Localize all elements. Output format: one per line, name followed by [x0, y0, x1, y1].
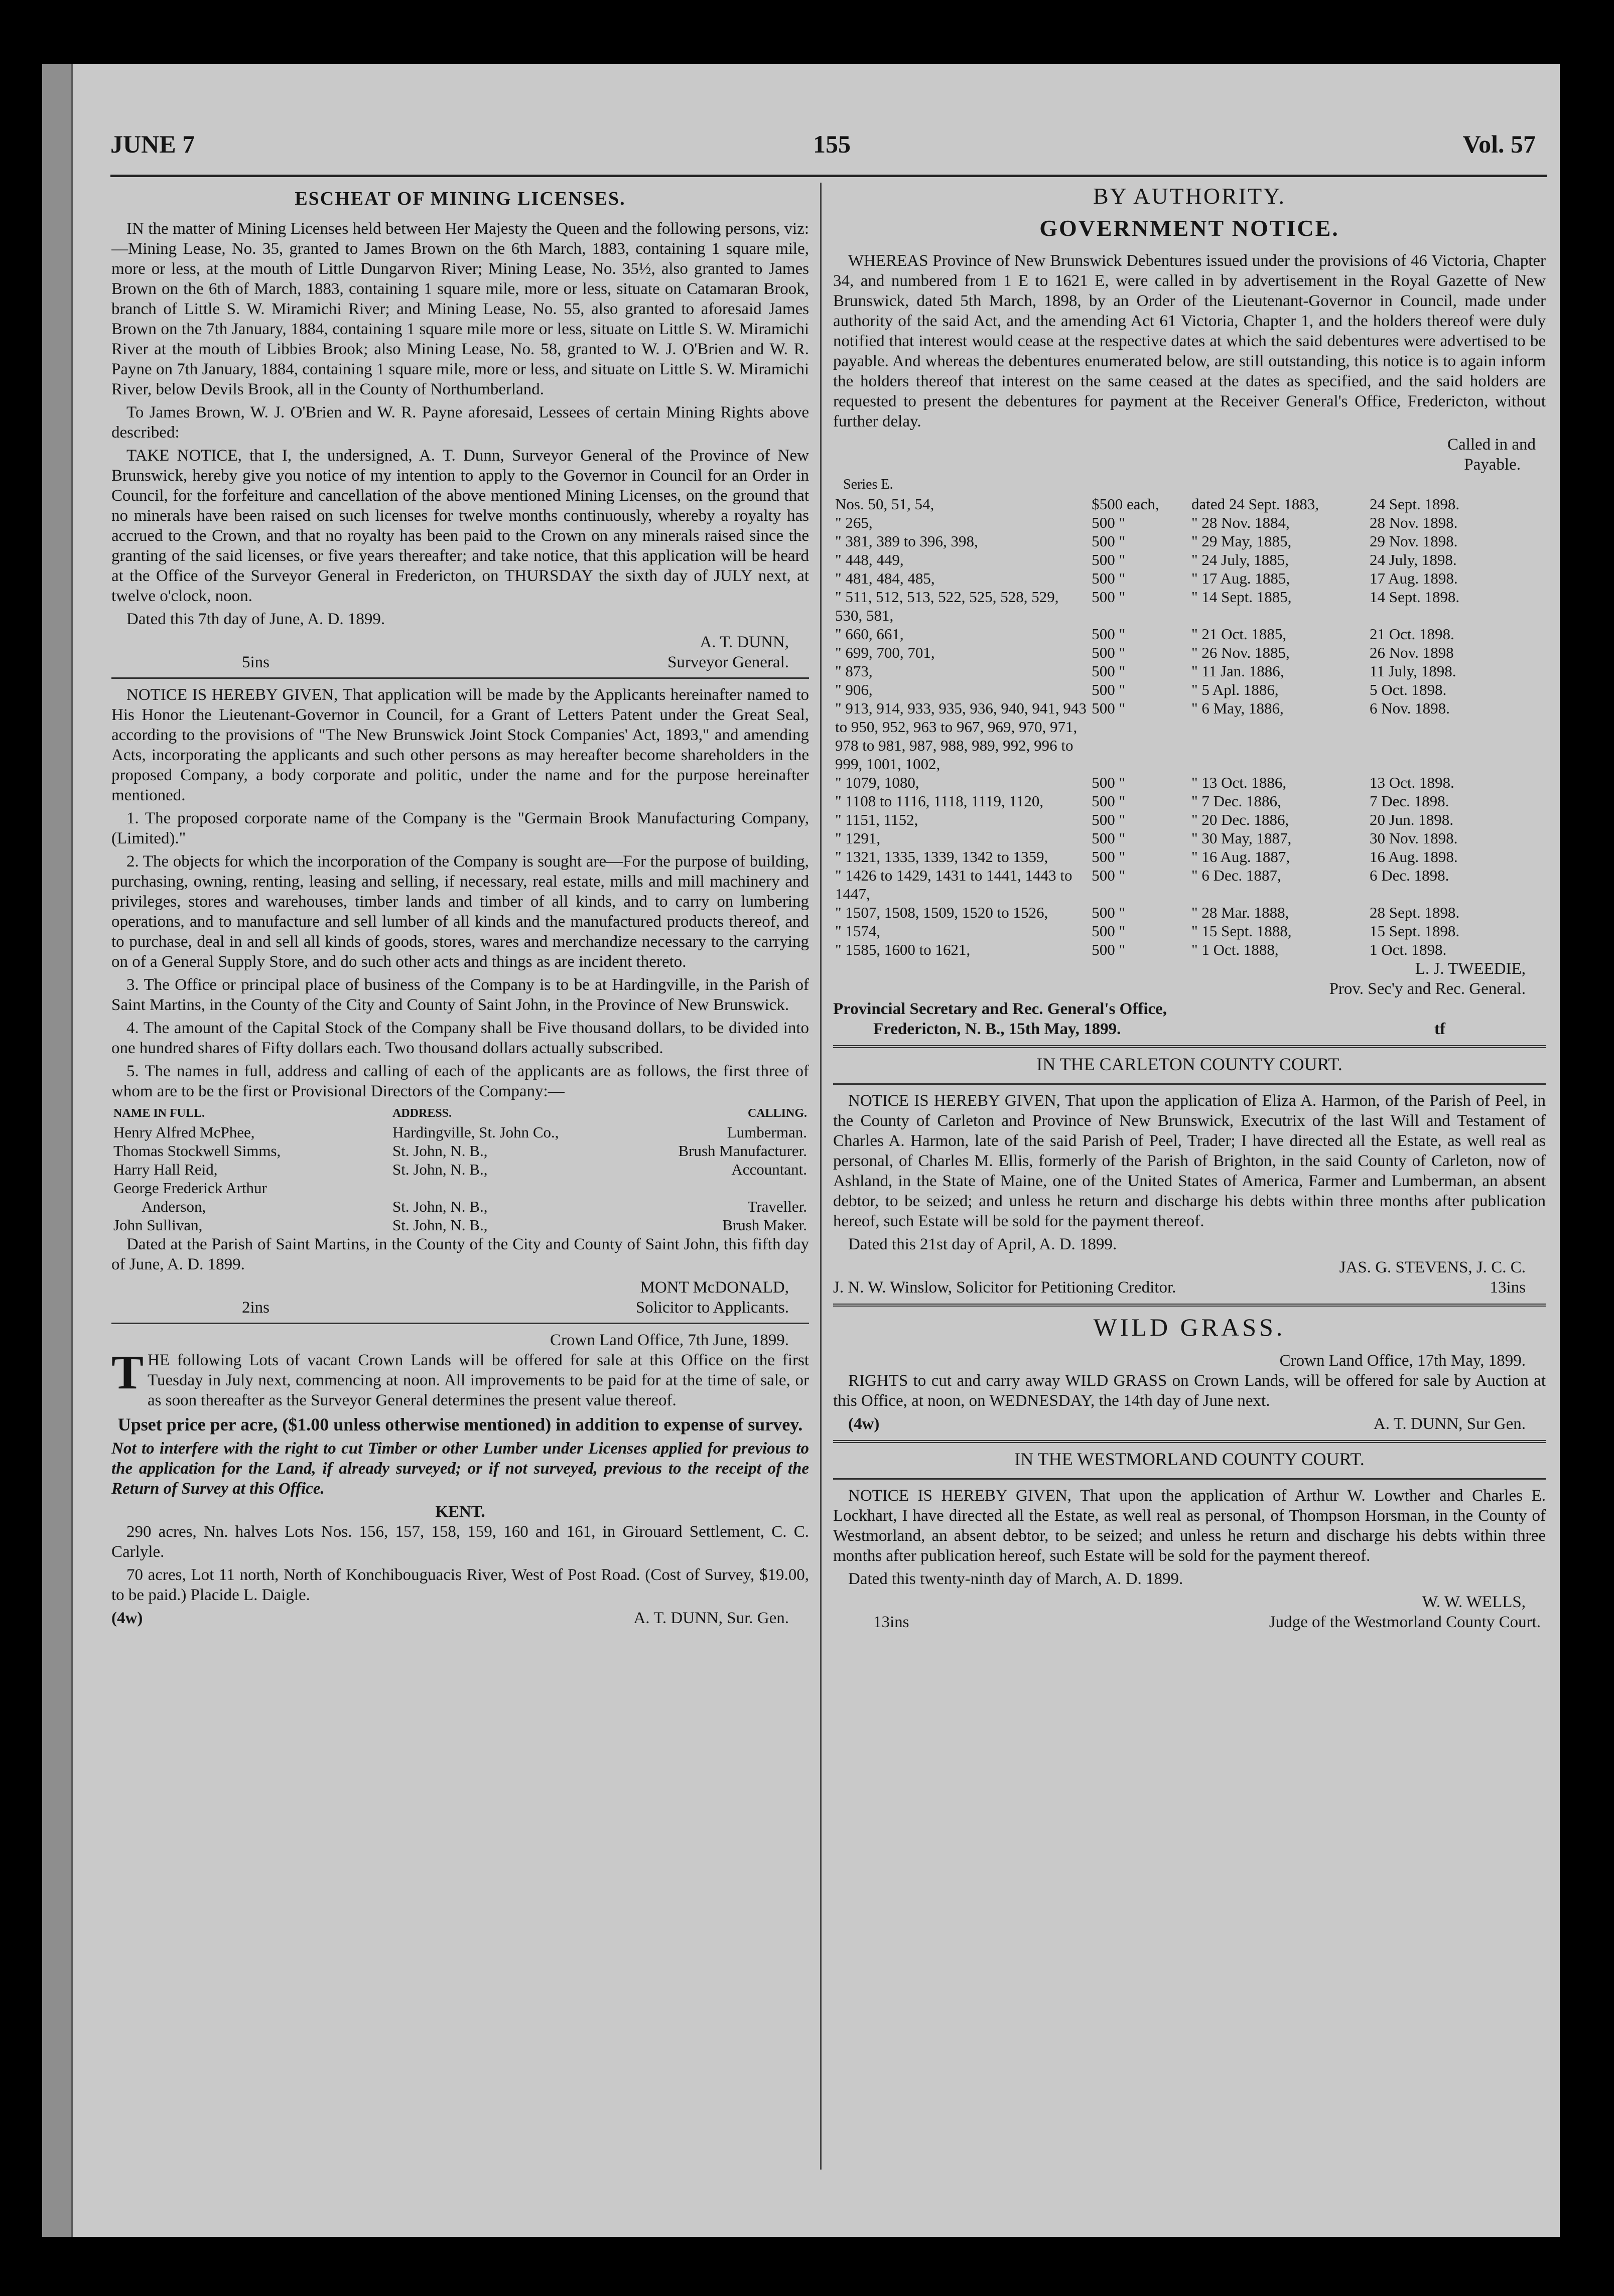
table-row: [833, 643, 1546, 662]
carleton-paragraph: NOTICE IS HEREBY GIVEN, That upon the application of Eliza A. Harmon, of the Parish of Peel, in the County of Carleton and Province of New Brunswick, Executrix of the last Will and Testament of Charles A. Harmon, late of the said Parish of Peel, Trader; I have directed all the Estate, as well real as personal, of Charles M. Ellis, formerly of the Parish of Brighton, in the said County of Carleton, now of Ashland, in the State of Maine, one of the United States of America, Farmer and Lumberman, an absent debtor, to be seized; and unless he return and discharge his debts within three months after publication hereof, such Estate will be sold for the payment thereof.: [833, 1092, 1546, 1230]
debenture-amt: 500 ": [1092, 922, 1126, 940]
escheat-title: ESCHEAT OF MINING LICENSES.: [295, 188, 626, 209]
table-row: [111, 1179, 809, 1197]
debenture-dated: " 5 Apl. 1886,: [1191, 681, 1279, 698]
table-row: [111, 1216, 809, 1234]
carleton-ins: 13ins: [1490, 1278, 1526, 1297]
lot-1: 290 acres, Nn. halves Lots Nos. 156, 157, 158, 159, 160 and 161, in Girouard Settlement, C. C. Carlyle.: [111, 1523, 809, 1561]
government-notice: [833, 183, 1546, 1039]
debenture-dated: " 30 May, 1887,: [1191, 829, 1292, 847]
head-calling: CALLING.: [747, 1107, 807, 1120]
debenture-dated: " 26 Nov. 1885,: [1191, 644, 1290, 661]
carleton-dated: Dated this 21st day of April, A. D. 1899.: [848, 1235, 1117, 1253]
applicant-calling: Brush Maker.: [722, 1216, 807, 1234]
company-notice: [111, 685, 809, 1318]
section-rule: [833, 1304, 1546, 1307]
debenture-called: 17 Aug. 1898.: [1369, 569, 1458, 587]
newspaper-page: [42, 64, 1560, 2237]
debenture-called: 28 Nov. 1898.: [1369, 514, 1458, 531]
debenture-nos: " 265,: [835, 514, 873, 531]
header-page-number: 155: [813, 130, 851, 158]
company-item-3: 3. The Office or principal place of business of the Company is to be at Hardingville, in the Parish of Saint Martins, in the County of the City and County of Saint John, in the Province of New Brunswick.: [111, 976, 809, 1014]
debenture-nos: " 906,: [835, 681, 873, 698]
table-row: [833, 569, 1546, 588]
government-tf: tf: [1434, 1020, 1445, 1038]
applicant-calling: Lumberman.: [727, 1123, 807, 1141]
wild-grass-paragraph: RIGHTS to cut and carry away WILD GRASS on Crown Lands, will be offered for sale by Auction at this Office, at noon, on WEDNESDAY, the 14th day of June next.: [833, 1372, 1546, 1410]
applicant-address: St. John, N. B.,: [392, 1142, 488, 1160]
county-kent: KENT.: [435, 1503, 485, 1521]
debenture-amt: 500 ": [1092, 625, 1126, 643]
westmorland-ins: 13ins: [873, 1613, 909, 1631]
table-row: [833, 847, 1546, 866]
debenture-nos: " 913, 914, 933, 935, 936, 940, 941, 943 to 950, 952, 963 to 967, 969, 970, 971, 978 to 981, 987, 988, 989, 992, 996 to 999, 1001, 1002,: [835, 699, 1087, 773]
debenture-nos: " 1151, 1152,: [835, 811, 918, 828]
table-row: [833, 773, 1546, 792]
debenture-nos: " 1585, 1600 to 1621,: [835, 941, 971, 958]
head-name: NAME IN FULL.: [113, 1107, 205, 1120]
escheat-paragraph-3: TAKE NOTICE, that I, the undersigned, A. T. Dunn, Surveyor General of the Province of New Brunswick, hereby give you notice of my intention to apply to the Governor in Council for an Order in Council, for the forfeiture and cancellation of the above mentioned Mining Licenses, on the ground that no minerals have been raised on such licenses for twelve months continuously, whereby a royalty has accrued to the Crown, and that no royalty has been paid to the Crown on any minerals raised since the granting of the said licenses, or five years thereafter; and take notice, that this application will be heard at the Office of the Surveyor General in Fredericton, on THURSDAY the sixth day of JULY next, at twelve o'clock, noon.: [111, 447, 809, 605]
debenture-dated: " 13 Oct. 1886,: [1191, 774, 1287, 791]
dropcap: T: [111, 1345, 144, 1399]
debenture-called: 24 July, 1898.: [1369, 551, 1457, 568]
series-label: Series E.: [843, 477, 893, 492]
section-rule: [111, 677, 809, 679]
carleton-notice: [833, 1054, 1546, 1298]
applicant-calling: [600, 1179, 809, 1197]
debenture-amt: 500 ": [1092, 848, 1126, 866]
wild-grass-ins: (4w): [848, 1415, 880, 1433]
government-signer-title: Prov. Sec'y and Rec. General.: [1329, 980, 1526, 998]
applicant-calling: Accountant.: [731, 1161, 807, 1178]
carleton-solicitor: J. N. W. Winslow, Solicitor for Petitioning Creditor.: [833, 1278, 1176, 1297]
called-in-label: Called in and: [1447, 436, 1536, 454]
table-row: [111, 1123, 809, 1141]
table-row: [833, 680, 1546, 699]
escheat-signer: A. T. DUNN,: [700, 633, 789, 651]
table-row: [833, 532, 1546, 550]
debenture-nos: " 1574,: [835, 922, 881, 940]
table-row: [833, 903, 1546, 922]
debenture-amt: 500 ": [1092, 774, 1126, 791]
applicant-name: Anderson,: [142, 1198, 206, 1215]
escheat-signer-title: Surveyor General.: [667, 653, 789, 671]
escheat-dated: Dated this 7th day of June, A. D. 1899.: [126, 610, 385, 628]
header-rule: [110, 175, 1547, 177]
applicant-name: Thomas Stockwell Simms,: [113, 1142, 281, 1160]
crown-land-office: Crown Land Office, 7th June, 1899.: [550, 1331, 789, 1349]
header-date: JUNE 7: [110, 130, 195, 158]
escheat-ins: 5ins: [242, 653, 270, 671]
debenture-called: 7 Dec. 1898.: [1369, 792, 1449, 810]
debenture-amt: 500 ": [1092, 867, 1126, 884]
wild-grass-office: Crown Land Office, 17th May, 1899.: [1279, 1352, 1526, 1370]
table-row: [833, 550, 1546, 569]
debenture-called: 28 Sept. 1898.: [1369, 904, 1460, 921]
table-row: [833, 810, 1546, 829]
westmorland-signer: W. W. WELLS,: [1422, 1593, 1526, 1611]
debenture-dated: " 15 Sept. 1888,: [1191, 922, 1292, 940]
applicant-name: John Sullivan,: [113, 1216, 203, 1234]
right-column: [833, 183, 1546, 2180]
debenture-amt: 500 ": [1092, 941, 1126, 958]
company-item-4: 4. The amount of the Capital Stock of the Company shall be Five thousand dollars, to be divided into one hundred shares of Fifty dollars each. Two thousand dollars actually subscribed.: [111, 1019, 809, 1057]
government-place-date: Fredericton, N. B., 15th May, 1899.: [873, 1020, 1121, 1038]
debenture-amt: 500 ": [1092, 811, 1126, 828]
applicant-address: [390, 1179, 600, 1197]
debenture-called: 20 Jun. 1898.: [1369, 811, 1454, 828]
debenture-dated: " 6 May, 1886,: [1191, 699, 1284, 717]
section-rule: [833, 1440, 1546, 1443]
applicant-address: St. John, N. B.,: [392, 1198, 488, 1215]
crown-land-ins: (4w): [111, 1609, 143, 1627]
section-rule: [111, 1323, 809, 1324]
page-content: [80, 64, 1556, 2237]
debenture-called: 5 Oct. 1898.: [1369, 681, 1447, 698]
debenture-nos: " 1108 to 1116, 1118, 1119, 1120,: [835, 792, 1044, 810]
escheat-paragraph-1: IN the matter of Mining Licenses held between Her Majesty the Queen and the following persons, viz:—Mining Lease, No. 35, granted to James Brown on the 6th March, 1883, containing 1 square mile, more or less, at the mouth of Little Dungarvon River; Mining Lease, No. 35½, also granted to James Brown on the 6th of March, 1883, containing 1 square mile, more or less, situate on Catamaran Brook, branch of Little S. W. Miramichi River; and Mining Lease, No. 55, also granted to aforesaid James Brown on the 7th January, 1884, containing 1 square mile more or less, situate on Little S. W. Miramichi River at the mouth of Libbies Brook; also Mining Lease, No. 58, granted to W. J. O'Brien and W. R. Payne on 7th January, 1884, containing 1 square mile, more or less, and situate on Little S. W. Miramichi River, below Devils Brook, all in the County of Northumberland.: [111, 220, 809, 398]
debenture-nos: " 699, 700, 701,: [835, 644, 935, 661]
debenture-called: 6 Nov. 1898.: [1369, 699, 1450, 717]
debenture-called: 16 Aug. 1898.: [1369, 848, 1458, 866]
debenture-dated: " 20 Dec. 1886,: [1191, 811, 1289, 828]
crown-land-paragraph: HE following Lots of vacant Crown Lands will be offered for sale at this Office on the first Tuesday in July next, commencing at noon. All improvements to be paid for at the time of sale, or as soon thereafter as the Surveyor General determines the present value thereof.: [148, 1351, 809, 1409]
company-item-5: 5. The names in full, address and calling of each of the applicants are as follows, the first three of whom are to be the first or Provisional Directors of the Company:—: [111, 1062, 809, 1100]
debenture-called: 14 Sept. 1898.: [1369, 588, 1460, 606]
table-row: [833, 829, 1546, 847]
table-row: [833, 792, 1546, 810]
debenture-dated: " 7 Dec. 1886,: [1191, 792, 1281, 810]
debenture-called: 26 Nov. 1898: [1369, 644, 1454, 661]
wild-grass-notice: [833, 1313, 1546, 1434]
debenture-amt: 500 ": [1092, 681, 1126, 698]
debenture-dated: " 6 Dec. 1887,: [1191, 867, 1281, 884]
debenture-nos: " 660, 661,: [835, 625, 904, 643]
debenture-called: 30 Nov. 1898.: [1369, 829, 1458, 847]
lot-2: 70 acres, Lot 11 north, North of Konchibouguacis River, West of Post Road. (Cost of Survey, $19.00, to be paid.) Placide L. Daigle.: [111, 1566, 809, 1604]
westmorland-paragraph: NOTICE IS HEREBY GIVEN, That upon the application of Arthur W. Lowther and Charles E. Lockhart, I have directed all the Estate, as well real as personal, of Thompson Horsman, in the County of Westmorland, an absent debtor, to be seized; and unless he return and discharge his debts within three months after publication hereof, such Estate will be sold for the payment thereof.: [833, 1487, 1546, 1565]
company-item-2: 2. The objects for which the incorporation of the Company is sought are—For the purpose of building, purchasing, owning, renting, leasing and selling, if necessary, real estate, mills and mill machinery and privileges, stores and warehouses, timber lands and timber of all kinds, and to carry on lumbering operations, and to manufacture and sell lumber of all kinds and the manufactured products thereof, and to purchase, deal in and sell all kinds of goods, stores, wares and merchandize necessary to the carrying on of a General Supply Store, and do such other acts and things as are incident thereto.: [111, 852, 809, 971]
applicant-address: St. John, N. B.,: [392, 1216, 488, 1234]
westmorland-signer-title: Judge of the Westmorland County Court.: [1269, 1613, 1541, 1631]
company-paragraph-1: NOTICE IS HEREBY GIVEN, That application will be made by the Applicants hereinafter named to His Honor the Lieutenant-Governor in Council, for a Grant of Letters Patent under the Great Seal, according to the provisions of "The New Brunswick Joint Stock Companies' Act, 1893," and amending Acts, incorporating the applicants and such other persons as may hereafter become shareholders in the proposed Company, a body corporate and politic, under the name and for the purpose hereinafter mentioned.: [111, 686, 809, 804]
debenture-nos: " 381, 389 to 396, 398,: [835, 532, 978, 550]
company-ins: 2ins: [242, 1299, 270, 1317]
debenture-nos: " 511, 512, 513, 522, 525, 528, 529, 530, 581,: [835, 588, 1059, 624]
debenture-called: 11 July, 1898.: [1369, 662, 1456, 680]
section-rule: [833, 1083, 1546, 1085]
debenture-amt: 500 ": [1092, 644, 1126, 661]
timber-note: Not to interfere with the right to cut Timber or other Lumber under Licenses applied for previous to the application for the Land, if already surveyed; or if not surveyed, previous to the receipt of the Return of Survey at this Office.: [111, 1440, 809, 1498]
table-row: [111, 1141, 809, 1160]
escheat-notice: [111, 188, 809, 672]
debenture-dated: dated 24 Sept. 1883,: [1191, 495, 1319, 513]
table-row: [833, 922, 1546, 940]
applicant-calling: Traveller.: [747, 1198, 807, 1215]
debenture-amt: 500 ": [1092, 699, 1126, 717]
debenture-nos: " 873,: [835, 662, 873, 680]
head-address: ADDRESS.: [392, 1107, 452, 1120]
debenture-nos: " 481, 484, 485,: [835, 569, 935, 587]
table-row: [833, 940, 1546, 959]
debenture-amt: 500 ": [1092, 569, 1126, 587]
payable-label: Payable.: [1464, 456, 1521, 474]
government-notice-title: GOVERNMENT NOTICE.: [1039, 215, 1339, 241]
debenture-dated: " 16 Aug. 1887,: [1191, 848, 1290, 866]
applicant-name: Harry Hall Reid,: [113, 1161, 218, 1178]
table-row: [833, 513, 1546, 532]
debenture-nos: " 1079, 1080,: [835, 774, 919, 791]
table-row: [833, 699, 1546, 773]
debenture-amt: $500 each,: [1092, 495, 1159, 513]
debenture-amt: 500 ": [1092, 532, 1126, 550]
table-row: [833, 662, 1546, 680]
government-signer: L. J. TWEEDIE,: [1415, 960, 1526, 978]
debenture-amt: 500 ": [1092, 662, 1126, 680]
debenture-amt: 500 ": [1092, 904, 1126, 921]
debenture-called: 15 Sept. 1898.: [1369, 922, 1460, 940]
debenture-called: 1 Oct. 1898.: [1369, 941, 1447, 958]
debenture-nos: " 1507, 1508, 1509, 1520 to 1526,: [835, 904, 1048, 921]
debenture-nos: " 1426 to 1429, 1431 to 1441, 1443 to 1447,: [835, 867, 1072, 903]
debenture-called: 13 Oct. 1898.: [1369, 774, 1454, 791]
section-rule: [833, 1478, 1546, 1480]
company-signer: MONT McDONALD,: [640, 1278, 789, 1297]
debenture-dated: " 29 May, 1885,: [1191, 532, 1292, 550]
applicant-name: George Frederick Arthur: [113, 1179, 267, 1197]
table-row: [111, 1160, 809, 1179]
header-volume: Vol. 57: [1462, 130, 1536, 158]
left-column: [111, 183, 809, 2180]
debenture-dated: " 11 Jan. 1886,: [1191, 662, 1284, 680]
debenture-nos: " 448, 449,: [835, 551, 904, 568]
table-row: [833, 625, 1546, 643]
debenture-dated: " 21 Oct. 1885,: [1191, 625, 1287, 643]
debenture-nos: " 1321, 1335, 1339, 1342 to 1359,: [835, 848, 1048, 866]
debenture-dated: " 1 Oct. 1888,: [1191, 941, 1279, 958]
debenture-amt: 500 ": [1092, 551, 1126, 568]
government-paragraph: WHEREAS Province of New Brunswick Debentures issued under the provisions of 46 Victoria, Chapter 34, and numbered from 1 E to 1621 E, were called in by advertisement in the Royal Gazette of New Brunswick, dated 5th March, 1898, by an Order of the Lieutenant-Governor in Council, made under authority of the said Act, and the amending Act 61 Victoria, Chapter 1, and the holders thereof were duly notified that interest would cease at the respective dates at which the said debentures were advertised to be payable. And whereas the debentures enumerated below, are still outstanding, this notice is to again inform the holders thereof that interest on the same ceased at the dates as specified, and the said holders are requested to present the debentures for payment at the Receiver General's Office, Fredericton, without further delay.: [833, 252, 1546, 430]
escheat-paragraph-2: To James Brown, W. J. O'Brien and W. R. Payne aforesaid, Lessees of certain Mining Rights above described:: [111, 403, 809, 442]
carleton-title: IN THE CARLETON COUNTY COURT.: [1036, 1054, 1342, 1074]
applicant-calling: Brush Manufacturer.: [678, 1142, 807, 1160]
table-row: [833, 588, 1546, 625]
company-item-1: 1. The proposed corporate name of the Company is the "Germain Brook Manufacturing Company, (Limited).": [111, 809, 809, 847]
debenture-dated: " 24 July, 1885,: [1191, 551, 1289, 568]
debentures-table: [833, 495, 1546, 959]
company-dated: Dated at the Parish of Saint Martins, in the County of the City and County of Saint John, this fifth day of June, A. D. 1899.: [111, 1235, 809, 1273]
debenture-called: 6 Dec. 1898.: [1369, 867, 1449, 884]
carleton-signer: JAS. G. STEVENS, J. C. C.: [1339, 1258, 1526, 1276]
applicant-name: Henry Alfred McPhee,: [113, 1123, 255, 1141]
crown-land-notice: [111, 1330, 809, 1628]
debenture-dated: " 28 Mar. 1888,: [1191, 904, 1289, 921]
westmorland-dated: Dated this twenty-ninth day of March, A. D. 1899.: [848, 1570, 1183, 1588]
applicants-table: [111, 1104, 809, 1234]
debenture-called: 21 Oct. 1898.: [1369, 625, 1454, 643]
government-office: Provincial Secretary and Rec. General's Office,: [833, 1000, 1167, 1018]
westmorland-title: IN THE WESTMORLAND COUNTY COURT.: [1014, 1449, 1365, 1469]
debenture-dated: " 14 Sept. 1885,: [1191, 588, 1292, 606]
section-rule: [833, 1045, 1546, 1048]
page-binding: [42, 64, 73, 2237]
debenture-nos: " 1291,: [835, 829, 881, 847]
debenture-amt: 500 ": [1092, 588, 1126, 606]
debenture-dated: " 28 Nov. 1884,: [1191, 514, 1290, 531]
wild-grass-title: WILD GRASS.: [1093, 1313, 1286, 1341]
table-row: [833, 866, 1546, 903]
upset-price: Upset price per acre, ($1.00 unless otherwise mentioned) in addition to expense of survey.: [117, 1414, 803, 1434]
applicant-address: St. John, N. B.,: [392, 1161, 488, 1178]
debenture-nos: Nos. 50, 51, 54,: [835, 495, 934, 513]
debenture-amt: 500 ": [1092, 829, 1126, 847]
table-row: [111, 1197, 809, 1216]
debenture-called: 29 Nov. 1898.: [1369, 532, 1458, 550]
company-signer-title: Solicitor to Applicants.: [635, 1299, 789, 1317]
applicant-address: Hardingville, St. John Co.,: [392, 1123, 559, 1141]
debenture-called: 24 Sept. 1898.: [1369, 495, 1460, 513]
debenture-amt: 500 ": [1092, 514, 1126, 531]
debenture-dated: " 17 Aug. 1885,: [1191, 569, 1290, 587]
westmorland-notice: [833, 1449, 1546, 1632]
wild-grass-signer: A. T. DUNN, Sur Gen.: [1373, 1415, 1526, 1433]
column-divider: [820, 183, 822, 2170]
debenture-amt: 500 ": [1092, 792, 1126, 810]
table-row: [833, 495, 1546, 513]
by-authority-title: BY AUTHORITY.: [1093, 183, 1286, 209]
crown-land-signer: A. T. DUNN, Sur. Gen.: [633, 1609, 789, 1627]
